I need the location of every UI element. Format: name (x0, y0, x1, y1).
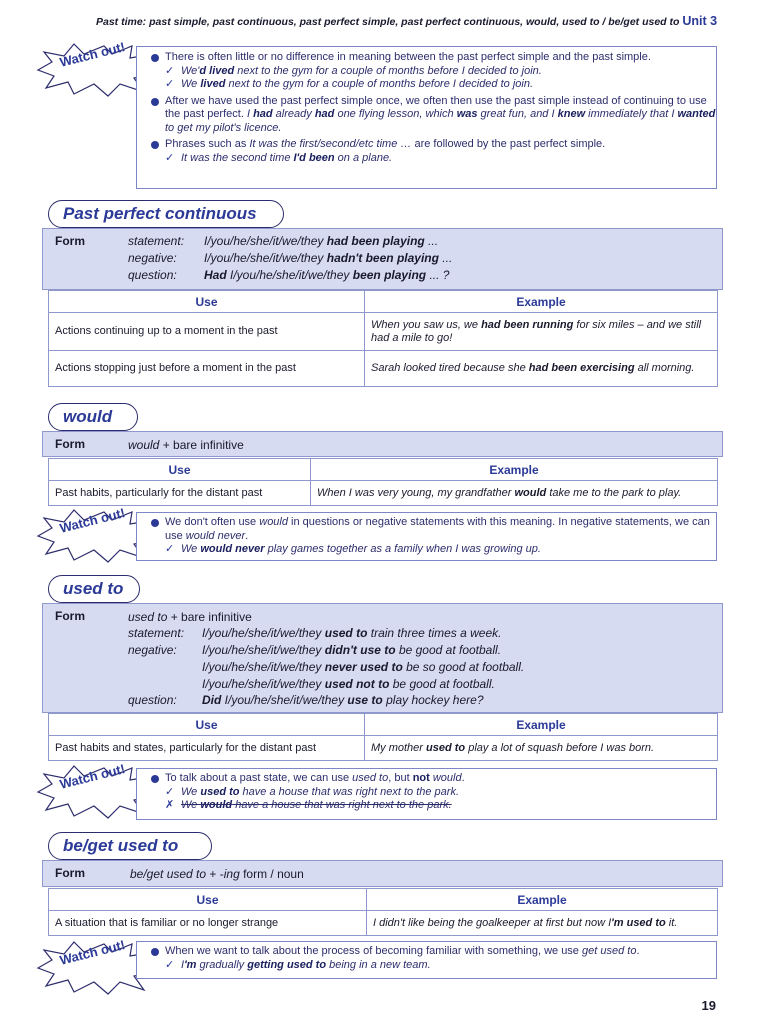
page-number: 19 (701, 998, 716, 1013)
use-header: Use (49, 714, 365, 736)
tick-icon: ✓ (165, 785, 175, 798)
question-label: question: (128, 693, 177, 707)
use-header: Use (49, 291, 365, 313)
section-title-would: would (48, 403, 138, 431)
example-correct: ✓ I'm gradually getting used to being in a new team. (165, 958, 431, 971)
form-value: used to + bare infinitive (128, 610, 252, 624)
example-correct: ✓ We lived next to the gym for a couple of months before I decided to join. (165, 78, 534, 90)
table-row: Actions stopping just before a moment in the past Sarah looked tired because she had been exercising all morning. (49, 351, 718, 387)
watch-out-label: Watch out! (58, 761, 127, 792)
statement-value: I/you/he/she/it/we/they had been playing ... (204, 234, 439, 248)
statement-value: I/you/he/she/it/we/they used to train three times a week. (202, 626, 502, 640)
note-box-1 (136, 46, 717, 189)
question-value: Had I/you/he/she/it/we/they been playing ... ? (204, 268, 450, 282)
use-header: Use (49, 889, 367, 911)
bullet-icon (151, 519, 159, 527)
bullet-icon (151, 141, 159, 149)
use-example-table (48, 888, 718, 936)
question-label: question: (128, 268, 177, 282)
note-box-4 (136, 941, 717, 979)
negative-value: I/you/he/she/it/we/they hadn't been playing ... (204, 251, 453, 265)
use-header: Use (49, 459, 311, 481)
bullet-icon (151, 948, 159, 956)
note-box-2 (136, 512, 717, 561)
example-correct: ✓ We'd lived next to the gym for a couple of months before I decided to join. (165, 64, 542, 77)
negative-value: I/you/he/she/it/we/they never used to be so good at football. (202, 660, 525, 674)
form-value: would + bare infinitive (128, 438, 244, 452)
table-row: Past habits and states, particularly for the distant past My mother used to play a lot of squash before I was born. (49, 736, 718, 761)
section-title-used-to: used to (48, 575, 140, 603)
note-bullet: Phrases such as It was the first/second/etc time … are followed by the past perfect simple. (137, 138, 716, 152)
note-bullet: When we want to talk about the process of becoming familiar with something, we use get used to. (137, 945, 716, 959)
bullet-icon (151, 775, 159, 783)
tick-icon: ✓ (165, 958, 175, 971)
form-label: Form (55, 866, 85, 880)
example-header: Example (367, 889, 718, 911)
watch-out-label: Watch out! (58, 505, 127, 536)
note-bullet: After we have used the past perfect simple once, we often then use the past simple instead of continuing to use the past perfect. I had already had one flying lesson, which was great fun, and I knew immediately that I wanted to get my pilot's licence. (137, 95, 716, 136)
form-box (42, 431, 723, 457)
negative-label: negative: (128, 251, 177, 265)
section-title-be-get-used-to: be/get used to (48, 832, 212, 860)
header-title: Past time: past simple, past continuous, past perfect simple, past perfect continuous, would, used to / be/get used to (96, 16, 680, 28)
note-bullet: We don't often use would in questions or negative statements with this meaning. In negative statements, we can use would never. (137, 516, 716, 543)
tick-icon: ✓ (165, 543, 175, 555)
note-bullet: There is often little or no difference in meaning between the past perfect simple and the past simple. (137, 51, 716, 65)
table-row: Past habits, particularly for the distant past When I was very young, my grandfather would take me to the park to play. (49, 481, 718, 506)
form-box (42, 228, 723, 290)
use-example-table (48, 458, 718, 506)
watch-out-label: Watch out! (58, 39, 127, 70)
note-box-3 (136, 768, 717, 820)
running-header (96, 14, 722, 28)
form-box (42, 860, 723, 887)
tick-icon: ✓ (165, 151, 175, 164)
example-header: Example (365, 291, 718, 313)
use-example-table (48, 713, 718, 761)
watch-out-label: Watch out! (58, 937, 127, 968)
table-row: A situation that is familiar or no longer strange I didn't like being the goalkeeper at first but now I'm used to it. (49, 911, 718, 936)
negative-label: negative: (128, 643, 177, 657)
form-label: Form (55, 234, 85, 248)
example-header: Example (365, 714, 718, 736)
example-correct: ✓ It was the second time I'd been on a plane. (165, 151, 393, 164)
bullet-icon (151, 98, 159, 106)
bullet-icon (151, 54, 159, 62)
cross-icon: ✗ (165, 799, 175, 811)
form-box (42, 603, 723, 713)
example-correct: ✓ We used to have a house that was right next to the park. (165, 785, 460, 798)
form-label: Form (55, 437, 85, 451)
section-title-past-perfect-continuous: Past perfect continuous (48, 200, 284, 228)
tick-icon: ✓ (165, 78, 175, 90)
form-label: Form (55, 609, 85, 623)
form-value: be/get used to + -ing form / noun (130, 867, 304, 881)
table-row: Actions continuing up to a moment in the past When you saw us, we had been running for six miles – and we still had a mile to go! (49, 313, 718, 351)
use-example-table (48, 290, 718, 387)
unit-label: Unit 3 (682, 14, 718, 28)
statement-label: statement: (128, 626, 185, 640)
negative-value: I/you/he/she/it/we/they didn't use to be good at football. (202, 643, 502, 657)
example-incorrect: ✗ We would have a house that was right next to the park. (165, 799, 452, 811)
example-correct: ✓ We would never play games together as a family when I was growing up. (165, 543, 541, 555)
negative-value: I/you/he/she/it/we/they used not to be good at football. (202, 677, 495, 691)
question-value: Did I/you/he/she/it/we/they use to play hockey here? (202, 693, 484, 707)
statement-label: statement: (128, 234, 185, 248)
note-bullet: To talk about a past state, we can use used to, but not would. (137, 772, 716, 786)
tick-icon: ✓ (165, 64, 175, 77)
example-header: Example (311, 459, 718, 481)
